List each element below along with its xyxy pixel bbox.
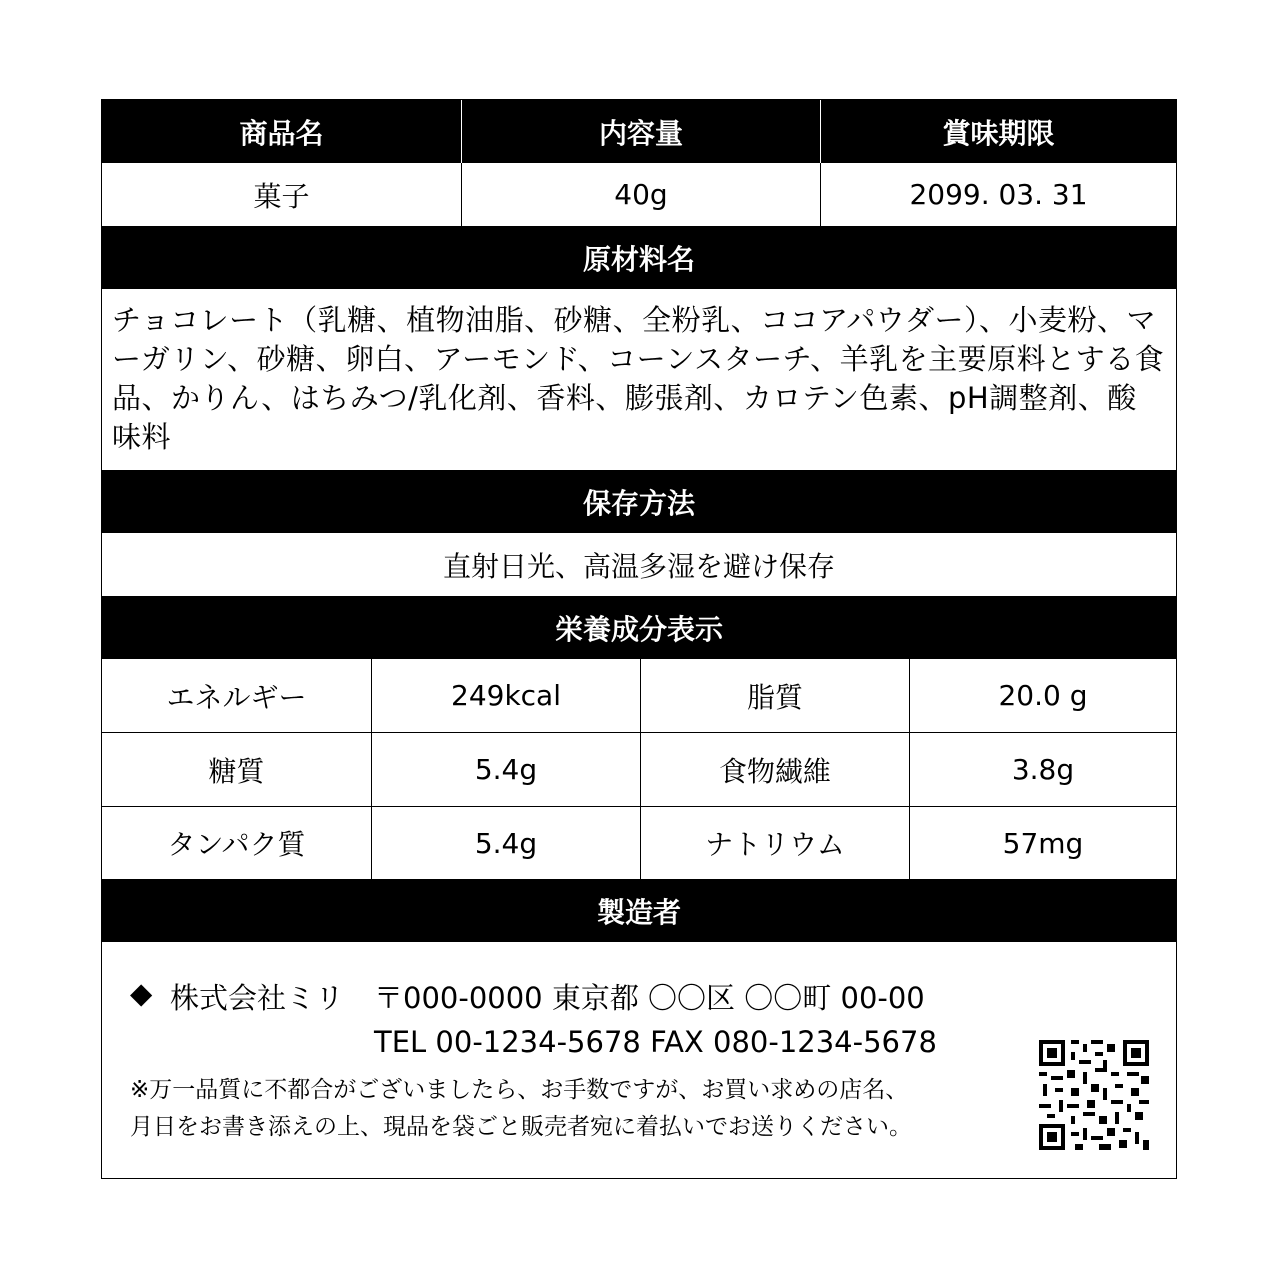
company-address: 〒000-0000 東京都 〇〇区 〇〇町 00-00 <box>374 981 925 1015</box>
ingredients-text: チョコレート（乳糖、植物油脂、砂糖、全粉乳、ココアパウダー）、小麦粉、マーガリン、砂糖、卵白、アーモンド、コーンスターチ、羊乳を主要原料とする食品、かりん、はちみつ/乳化剤、香料、膨張剤、カロテン色素、pH調整剤、酸味料 <box>112 303 1165 454</box>
nutrient-value: 249kcal <box>451 679 561 712</box>
nutrition-row <box>102 807 1176 879</box>
header-content-amount: 内容量 <box>598 116 683 150</box>
header-best-before: 賞味期限 <box>942 116 1055 150</box>
ingredients-header: 原材料名 <box>102 226 1176 289</box>
bullet-icon: ◆ <box>130 976 153 1010</box>
nutrient-name: ナトリウム <box>705 828 845 861</box>
nutrition-row <box>102 659 1176 732</box>
nutrient-value: 5.4g <box>474 753 538 786</box>
nutrient-value: 20.0 g <box>998 679 1088 712</box>
company-contact: TEL 00-1234-5678 FAX 080-1234-5678 <box>374 1025 937 1059</box>
nutrient-value: 3.8g <box>1011 753 1075 786</box>
storage-header: 保存方法 <box>102 470 1176 533</box>
top-header-row <box>102 100 1176 163</box>
value-product-name: 菓子 <box>253 179 310 213</box>
top-values-row <box>102 163 1176 226</box>
header-product-name: 商品名 <box>239 116 324 150</box>
nutrient-name: タンパク質 <box>167 828 306 861</box>
storage-text: 直射日光、高温多湿を避け保存 <box>442 549 835 583</box>
nutrient-value: 57mg <box>1002 826 1084 860</box>
nutrition-row <box>102 733 1176 806</box>
nutrient-name: 食物繊維 <box>718 754 831 788</box>
value-best-before: 2099. 03. 31 <box>909 178 1088 211</box>
nutrient-name: エネルギー <box>166 680 307 714</box>
nutrient-value: 5.4g <box>474 826 538 860</box>
nutrient-name: 脂質 <box>746 680 803 714</box>
company-name: 株式会社ミリ <box>170 981 345 1015</box>
qr-code-icon <box>1039 1040 1149 1150</box>
nutrition-header: 栄養成分表示 <box>102 596 1176 659</box>
manufacturer-header: 製造者 <box>102 879 1176 942</box>
nutrient-name: 糖質 <box>208 754 265 788</box>
return-note-line-1: ※万一品質に不都合がございましたら、お手数ですが、お買い求めの店名、 <box>130 1077 909 1103</box>
return-note-line-2: 月日をお書き添えの上、現品を袋ごと販売者宛に着払いでお送りください。 <box>130 1114 912 1140</box>
product-label <box>101 99 1177 1179</box>
value-content-amount: 40g <box>614 178 668 211</box>
